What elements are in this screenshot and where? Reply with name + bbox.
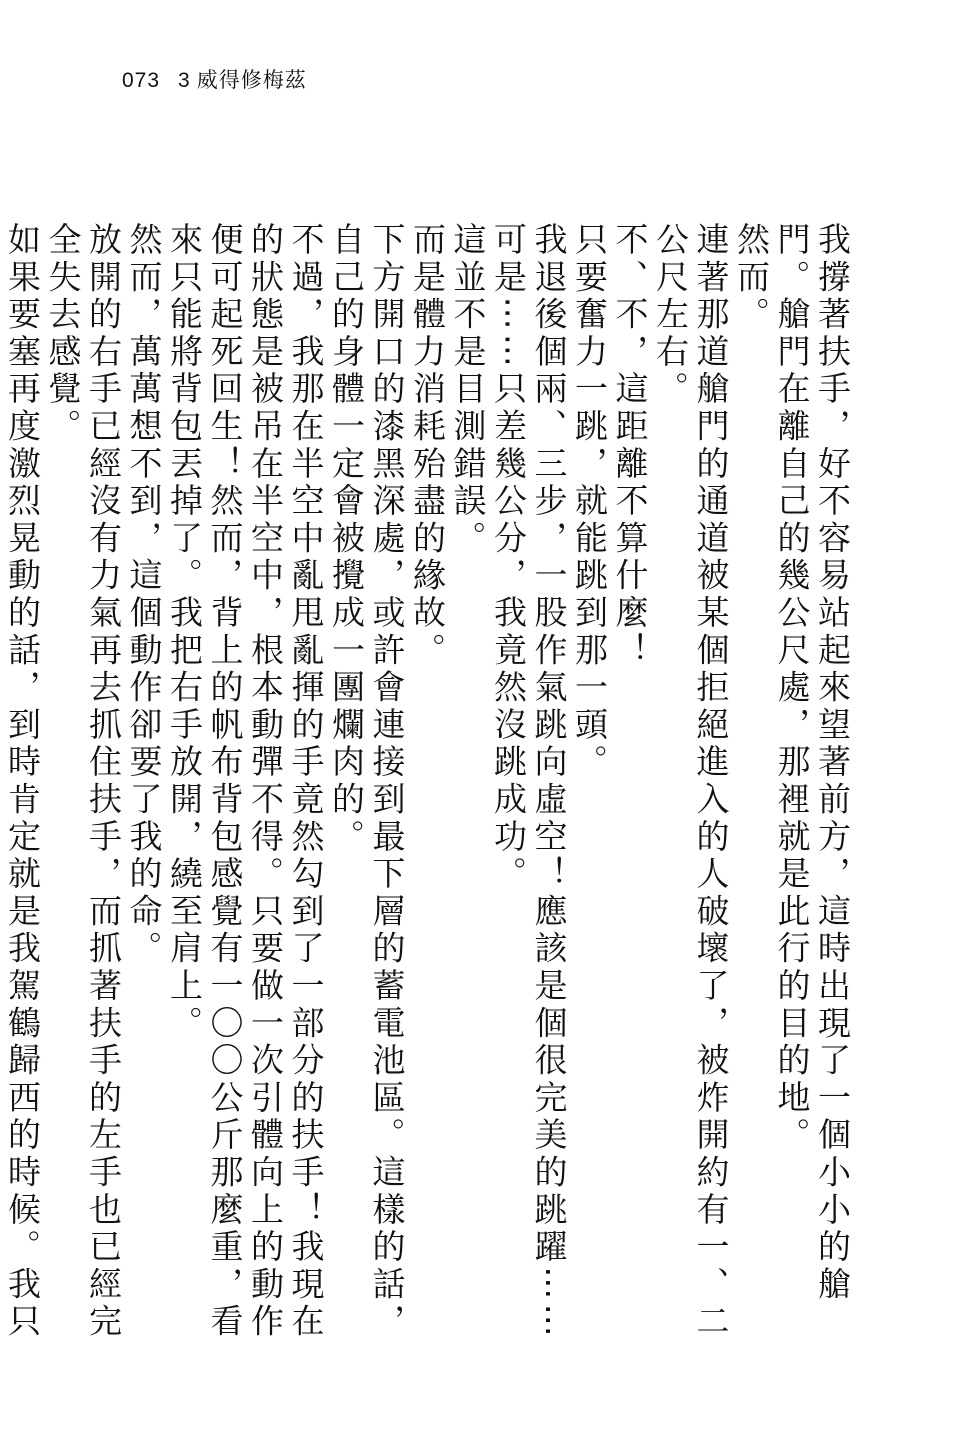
- paragraph-9: 而是體力消耗殆盡的緣故。: [408, 222, 447, 670]
- paragraph-6: 我退後個兩、三步，一股作氣跳向虛空！應該是個很完美的跳躍⋯⋯: [529, 222, 569, 1341]
- paragraph-10: 下方開口的漆黑深處，或許會連接到最下層的蓄電池區。這樣的話，自己的身體一定會被攪成一團爛肉的。: [327, 222, 407, 1341]
- vertical-text-body: [3, 222, 852, 1372]
- paragraph-5: 只要奮力一跳，就能跳到那一頭。: [570, 222, 609, 782]
- paragraph-11: 不過，我那在半空中亂甩亂揮的手竟然勾到了一部分的扶手！我現在的狀態是被吊在半空中，根本動彈不得。只要做一次引體向上的動作便可起死回生！然而，背上的帆布背包感覺有一〇〇公斤那麼重，看來只能將背包丟掉了。我把右手放開，繞至肩上。: [165, 222, 326, 1341]
- paragraph-13: 放開的右手已經沒有力氣再去抓住扶手，而抓著扶手的左手也已經完全失去感覺。: [43, 222, 123, 1341]
- paragraph-2: 然而。: [732, 222, 771, 334]
- chapter-number: 3: [178, 69, 191, 92]
- paragraph-7: 可是⋯⋯只差幾公分，我竟然沒跳成功。: [489, 222, 528, 894]
- paragraph-1: 我撐著扶手，好不容易站起來望著前方，這時出現了一個小小的艙門。艙門在離自己的幾公尺處，那裡就是此行的目的地。: [772, 222, 852, 1304]
- page-number: 073: [122, 69, 161, 92]
- paragraph-14: 如果要塞再度激烈晃動的話，到時肯定就是我駕鶴歸西的時候。我只: [3, 222, 42, 1341]
- paragraph-3: 連著那道艙門的通道被某個拒絕進入的人破壞了，被炸開約有一、二公尺左右。: [651, 222, 731, 1341]
- chapter-title: 威得修梅茲: [196, 69, 307, 92]
- paragraph-4: 不、不，這距離不算什麼！: [610, 222, 650, 670]
- running-header: [122, 64, 307, 94]
- paragraph-8: 這並不是目測錯誤。: [448, 222, 488, 558]
- paragraph-12: 然而，萬萬想不到，這個動作卻要了我的命。: [124, 222, 164, 968]
